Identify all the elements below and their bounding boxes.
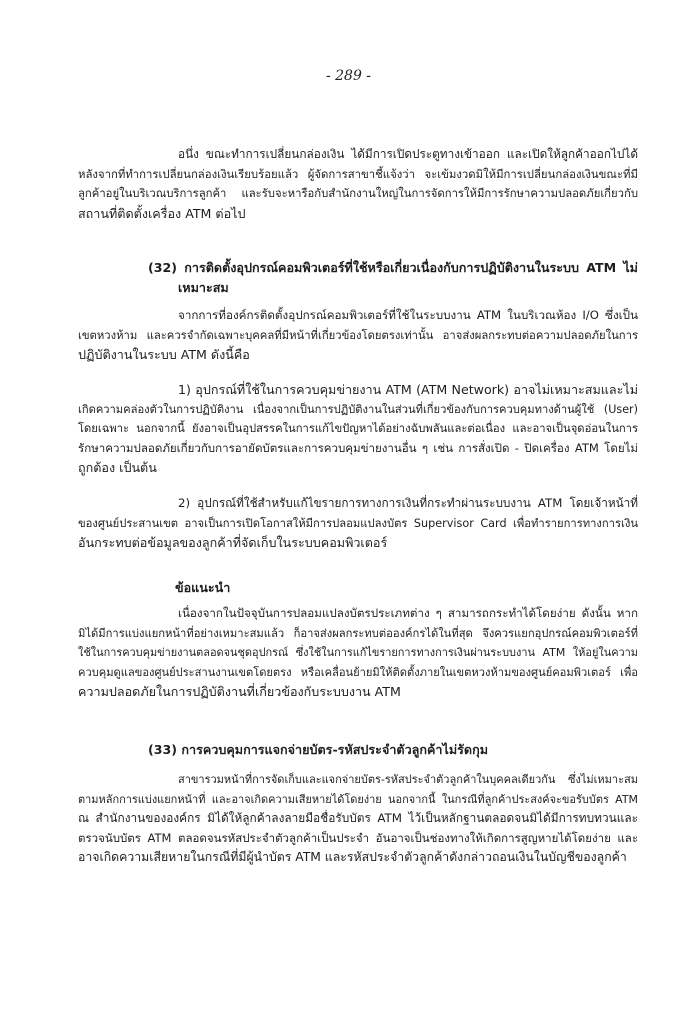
heading-line: เหมาะสม xyxy=(178,279,229,295)
text-line: อันกระทบต่อข้อมูลของลูกค้าที่จัดเก็บในระบบคอมพิวเตอร์ xyxy=(78,535,388,550)
text-line: ความปลอดภัยในการปฏิบัติงานที่เกี่ยวข้องกับระบบงาน ATM xyxy=(78,684,401,699)
text-line: โดยเฉพาะ นอกจากนี้ ยังอาจเป็นอุปสรรคในการแก้ไขปัญหาได้อย่างฉับพลันและต่อเนื่อง และอาจเป็นจุดอ่อนในการ xyxy=(78,422,638,435)
text-line: จากการที่องค์กรติดตั้งอุปกรณ์คอมพิวเตอร์ที่ใช้ในระบบงาน ATM ในบริเวณห้อง I/O ซึ่งเป็น xyxy=(178,308,638,322)
heading-32 xyxy=(78,258,638,297)
text-line: มิได้มีการแบ่งแยกหน้าที่อย่างเหมาะสมแล้ว ก็อาจส่งผลกระทบต่อองค์กรได้ในที่สุด จึงควรแยกอุปกรณ์คอมพิวเตอร์ที่ xyxy=(78,626,638,640)
text-line: เนื่องจากในปัจจุบันการปลอมแปลงบัตรประเภทต่าง ๆ สามารถกระทำได้โดยง่าย ดังนั้น หาก xyxy=(178,606,638,620)
text-line: ของศูนย์ประสานเขต อาจเป็นการเปิดโอกาสให้มีการปลอมแปลงบัตร Supervisor Card เพื่อทำรายการทางการเงิน xyxy=(78,516,638,530)
heading-line: (33) การควบคุมการแจกจ่ายบัตร-รหัสประจำตัวลูกค้าไม่รัดกุม xyxy=(148,742,488,757)
text-line: ณ สำนักงานขององค์กร มิได้ให้ลูกค้าลงลายมือชื่อรับบัตร ATM ไว้เป็นหลักฐานตลอดจนมิได้มีการทบทวนและ xyxy=(78,811,638,825)
text-line: เกิดความคล่องตัวในการปฏิบัติงาน เนื่องจากเป็นการปฏิบัติงานในส่วนที่เกี่ยวข้องกับการควบคุมทางด้านผู้ใช้ (User) xyxy=(78,402,638,416)
text-line: ใช้ในการควบคุมข่ายงานตลอดจนชุดอุปกรณ์ ซึ่งใช้ในการแก้ไขรายการทางการเงินผ่านระบบงาน ATM ให้อยู่ในความ xyxy=(78,646,638,659)
text-line: ตามหลักการแบ่งแยกหน้าที่ และอาจเกิดความเสียหายได้โดยง่าย นอกจากนี้ ในกรณีที่ลูกค้าประสงค์จะขอรับบัตร ATM xyxy=(78,792,638,806)
paragraph-card-distribution xyxy=(78,770,638,868)
paragraph-recommendation xyxy=(78,604,638,702)
text-line: เขตหวงห้าม และควรจำกัดเฉพาะบุคคลที่มีหน้าที่เกี่ยวข้องโดยตรงเท่านั้น อาจส่งผลกระทบต่อความปลอดภัยในการ xyxy=(78,328,638,342)
text-line: สถานที่ติดตั้งเครื่อง ATM ต่อไป xyxy=(78,205,246,221)
text-line: อาจเกิดความเสียหายในกรณีที่มีผู้นำบัตร ATM และรหัสประจำตัวลูกค้าดังกล่าวถอนเงินในบัญชีของลูกค้า xyxy=(78,850,627,864)
text-line: ปฏิบัติงานในระบบ ATM ดังนี้คือ xyxy=(78,347,250,362)
text-line: สาขารวมหน้าที่การจัดเก็บและแจกจ่ายบัตร-รหัสประจำตัวลูกค้าในบุคคลเดียวกัน ซึ่งไม่เหมาะสม xyxy=(178,773,638,786)
text-line: หลังจากที่ทำการเปลี่ยนกล่องเงินเรียบร้อยแล้ว ผู้จัดการสาขาชี้แจ้งว่า จะเข้มงวดมิให้มีการเปลี่ยนกล่องเงินขณะที่มี xyxy=(78,166,638,181)
text-line: รักษาความปลอดภัยเกี่ยวกับการอายัดบัตรและการควบคุมข่ายงานอื่น ๆ เช่น การสั่งเปิด - ปิดเครื่อง ATM โดยไม่ xyxy=(78,440,638,455)
text-line: 1) อุปกรณ์ที่ใช้ในการควบคุมข่ายงาน ATM (ATM Network) อาจไม่เหมาะสมและไม่ xyxy=(178,382,638,397)
paragraph-item-2 xyxy=(78,494,638,553)
text-line: อนึ่ง ขณะทำการเปลี่ยนกล่องเงิน ได้มีการเปิดประตูทางเข้าออก และเปิดให้ลูกค้าออกไปได้ xyxy=(178,147,638,161)
page-number: - 289 - xyxy=(325,68,372,84)
text-line: ถูกต้อง เป็นต้น xyxy=(78,460,157,475)
text-line: ลูกค้าอยู่ในบริเวณบริการลูกค้า และรับจะหารือกับสำนักงานใหญ่ในการจัดการให้มีการรักษาความปลอดภัยเกี่ยวกับ xyxy=(78,187,638,200)
text-line: ควบคุมดูแลของศูนย์ประสานงานเขตโดยตรง หรือเคลื่อนย้ายมิให้ติดตั้งภายในเขตหวงห้ามของศูนย์คอมพิวเตอร์ เพื่อ xyxy=(78,665,638,679)
heading-line: (32) การติดตั้งอุปกรณ์คอมพิวเตอร์ที่ใช้หรือเกี่ยวเนื่องกับการปฏิบัติงานในระบบ ATM ไม่ xyxy=(148,260,638,275)
paragraph-computer-equipment xyxy=(78,306,638,365)
recommendation-heading: ข้อแนะนำ xyxy=(175,580,231,595)
paragraph-location-note xyxy=(78,145,638,223)
text-line: ตรวจนับบัตร ATM ตลอดจนรหัสประจำตัวลูกค้าเป็นประจำ อันอาจเป็นช่องทางให้เกิดการสูญหายได้โดยง่าย และ xyxy=(78,830,638,845)
heading-33 xyxy=(78,740,638,760)
paragraph-item-1 xyxy=(78,380,638,478)
text-line: 2) อุปกรณ์ที่ใช้สำหรับแก้ไขรายการทางการเงินที่กระทำผ่านระบบงาน ATM โดยเจ้าหน้าที่ xyxy=(178,496,638,510)
